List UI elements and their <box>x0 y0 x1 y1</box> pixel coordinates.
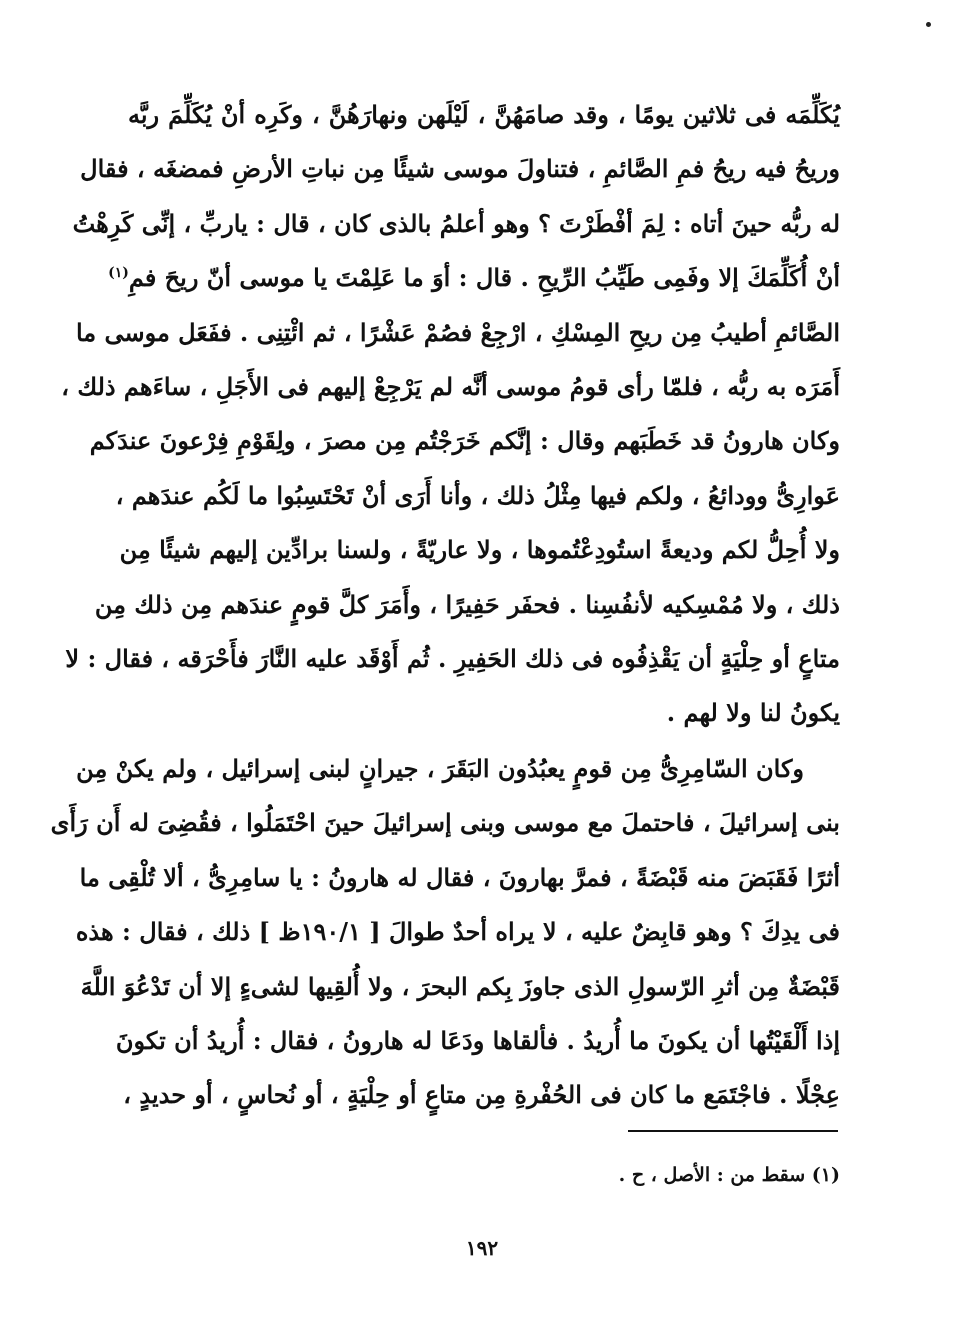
text-line: أَمَرَه به ربُّه ، فلمّا رأى قومُ موسى أنَّه لم يَرْجِعْ إليهم فى الأَجَلِ ، ساءَهم ذلك ، <box>61 371 840 401</box>
text-line: فى يدِكَ ؟ وهو قابِضٌ عليه ، لا يراه أحدٌ طوالَ [ ١٩٠/١ظ ] ذلك ، فقال : هذه <box>75 917 840 947</box>
footnote-divider <box>628 1130 838 1132</box>
paragraph-2 <box>50 742 840 1123</box>
text-line: وكان هارونُ قد خَطَبَهم وقال : إنَّكم خَرَجْتُم مِن مصرَ ، ولِقَوْمِ فِرْعونَ عندَكم <box>89 426 840 456</box>
text-line: يكونُ لنا ولا لهم . <box>666 698 840 728</box>
paragraph-1 <box>61 88 840 741</box>
page-number: ١٩٢ <box>465 1236 499 1260</box>
text-line: بنى إسرائيلَ ، فاحتملَ مع موسى وبنى إسرائيلَ حينَ احْتَمَلُوا ، فقُضِىَ له أَن رَأَى <box>50 808 840 838</box>
footnote: (١) سقط من : الأصل ، ح . <box>618 1164 840 1186</box>
text-segment: أنْ أُكَلِّمَكَ إلا وفَمِى طَيِّبُ الرِّيحِ . قال : أوَ ما عَلِمْتَ يا موسى أنّ ريحَ فمِ <box>128 263 840 293</box>
text-line: عِجْلًا . فاجْتَمَع ما كان فى الحُفْرةِ مِن متاعٍ أو حِلْيَةٍ ، أو نُحاسٍ ، أو حديدٍ ، <box>123 1080 840 1110</box>
text-line: إذا أَلْقَيْتُها أن يكونَ ما أُريدُ . فألقاها ودَعَا له هارونُ ، فقال : أُريدُ أن تكونَ <box>115 1025 840 1055</box>
text-line: الصَّائمِ أطيبُ مِن ريحِ المِسْكِ ، ارْجِعْ فصُمْ عَشْرًا ، ثم ائْتِنِى . ففَعَل موسى ما <box>75 317 840 347</box>
text-line: قَبْضَةٌ مِن أثرِ الرّسولِ الذى جاوزَ بِكم البحرَ ، ولا أُلقِيها لشىءٍ إلا أن تَدْعُوَ اللَّهَ <box>80 971 840 1001</box>
text-line: أثرًا فَقَبَضَ منه قَبْضَةً ، فمرَّ بهارونَ ، فقال له هارونُ : يا سامِرِىُّ ، ألا تُلْقِى ما <box>79 862 840 892</box>
footnote-marker: (١) <box>108 265 129 282</box>
text-line: ولا أُحِلُّ لكم وديعةً استُودِعْتُموها ، ولا عاريّةً ، ولسنا برادِّين إليهم شيئًا مِن <box>119 535 840 565</box>
text-line: ذلك ، ولا مُمْسِكيه لأنفُسِنا . فحفَر حَفِيرًا ، وأَمَرَ كلَّ قومٍ عندَهم مِن ذلك مِن <box>94 589 840 619</box>
text-line: وريحُ فيه ريحُ فمِ الصَّائمِ ، فتناولَ موسى شيئًا مِن نباتِ الأرضِ فمضغَه ، فقال <box>80 154 840 184</box>
text-line: وكان السّامِرِىُّ مِن قومٍ يعبُدُون البَقَرَ ، جيرانٍ لبنى إسرائيل ، ولم يكنْ مِن <box>76 754 804 783</box>
text-line: له ربُّه حينَ أتاه : لِمَ أفْطَرْتَ ؟ وهو أعلمُ بالذى كان ، قال : ياربِّ ، إنِّى كَرِهْتُ <box>72 208 840 238</box>
text-line: متاعٍ أو حِلْيَةٍ أن يَقْذِفُوه فى ذلك الحَفِيرِ . ثُم أَوْقَد عليه النَّارَ فأَحْرَقه ، فقال : لا <box>65 643 840 673</box>
text-line: يُكَلِّمَه فى ثلاثين يومًا ، وقد صامَهُنَّ ، لَيْلَهن ونهارَهُنَّ ، وكَرِه أنْ يُكَلِّمَ ربَّه <box>128 100 840 129</box>
text-line: عَوارِىُّ وودائعُ ، ولكم فيها مِثْلُ ذلك ، وأنا أَرَى أنْ تَحْتَسِبُوا ما لَكُم عندَهم ، <box>115 480 840 510</box>
text-line-with-footnote <box>108 251 840 305</box>
corner-dot <box>926 22 931 27</box>
